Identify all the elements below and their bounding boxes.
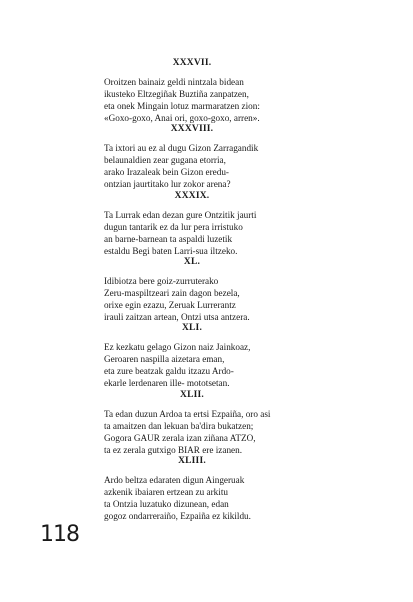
verse-line: Oroitzen bainaiz geldi nintzala bidean — [104, 77, 244, 87]
verse-line: Ardo beltza edaraten digun Aingeruak — [104, 475, 245, 485]
verse-line: ontzian jaurtitako lur zokor arena? — [104, 179, 231, 189]
stanza-heading: XLIII. — [178, 456, 206, 466]
stanza-43 — [104, 456, 404, 522]
verse-line: dugun tantarik ez da lur pera irristuko — [104, 222, 243, 232]
verse-line: azkenik ibaiaren ertzean zu arkitu — [104, 487, 228, 497]
verse-line: ta amaitzen dan lekuan ba'dira bukatzen; — [104, 421, 254, 431]
verse-line: Idibiotza bere goiz-zurruterako — [104, 276, 219, 286]
stanza-heading: XXXVII. — [172, 58, 212, 68]
verse-line: eta onek Mingain lotuz marmaratzen zion: — [104, 101, 260, 111]
verse-line: Geroaren naspilla aizetara eman, — [104, 354, 225, 364]
verse-line: gogoz ondarreraiño, Ezpaiña ez kikildu. — [104, 511, 251, 521]
stanza-heading: XXXVIII. — [170, 124, 214, 134]
verse-line: Gogora GAUR zerala izan ziñana ATZO, — [104, 433, 256, 443]
verse-line: ikusteko Eltzegiñak Buztiña zanpatzen, — [104, 89, 249, 99]
stanza-heading: XLII. — [180, 390, 204, 400]
stanza-39 — [104, 191, 404, 257]
stanza-38 — [104, 124, 404, 190]
verse-line: Ta ixtori au ez al dugu Gizon Zarragandik — [104, 143, 259, 153]
stanza-heading: XLI. — [181, 323, 203, 333]
page-number: 118 — [40, 522, 79, 547]
verse-line: arako Irazaleak bein Gizon eredu- — [104, 167, 229, 177]
stanza-42 — [104, 390, 404, 456]
verse-line: irauli zaitzan artean, Ontzi utsa antzera. — [104, 312, 250, 322]
verse-line: Zeru-maspiltzeari zain dagon bezela, — [104, 288, 240, 298]
verse-line: eta zure beatzak galdu itzazu Ardo- — [104, 366, 234, 376]
verse-line: Ez kezkatu gelago Gizon naiz Jainkoaz, — [104, 342, 251, 352]
stanza-40 — [104, 257, 404, 323]
stanza-heading: XL. — [183, 257, 201, 267]
stanza-heading: XXXIX. — [174, 191, 210, 201]
verse-line: belaunaldien zear gugana etorria, — [104, 155, 226, 165]
verse-line: ta Ontzia luzatuko dizunean, edan — [104, 499, 229, 509]
stanza-37 — [104, 58, 404, 124]
stanza-41 — [104, 323, 404, 389]
verse-line: ekarle lerdenaren ille- mototsetan. — [104, 378, 230, 388]
verse-line: ta ez zerala gutxigo BIAR ere izanen. — [104, 445, 243, 455]
verse-line: an barne-barnean ta aspaldi luzetik — [104, 234, 233, 244]
verse-line: Ta Lurrak edan dezan gure Ontzitik jaurti — [104, 210, 257, 220]
verse-line: Ta edan duzun Ardoa ta ertsi Ezpaiña, oro asi — [104, 409, 271, 419]
verse-line: «Goxo-goxo, Anai ori, goxo-goxo, arren». — [104, 113, 260, 123]
verse-line: orixe egin ezazu, Zeruak Lurrerantz — [104, 300, 236, 310]
verse-line: estaldu Begi baten Larri-sua iltzeko. — [104, 246, 238, 256]
